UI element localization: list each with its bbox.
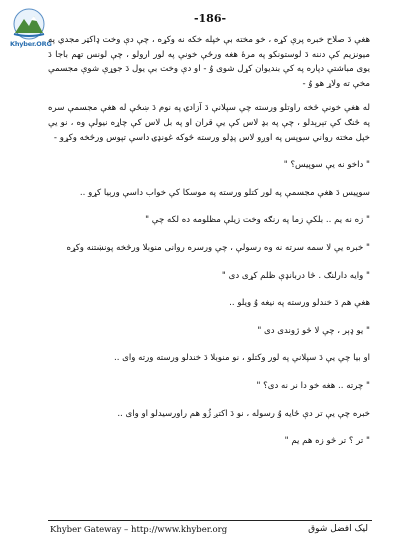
paragraph: سوپیس دَ هغې مجسمې په لور کتلو ورسته په موسکا کې خواب داسې ورېیا کړو .. (79, 187, 370, 198)
document-body (48, 33, 370, 449)
page-number: -186- (193, 12, 227, 25)
footer-author: لیک افضل شوق (308, 524, 368, 534)
logo-text: Khyber.ORG (10, 40, 52, 48)
dialogue-line: " داخو نه یې سوپیس؟ " (283, 160, 370, 171)
paragraph: له هغې خونې څخه راوتلو ورسته چې سپلانې دَ آزادۍ په نوم دَ ښځې له هغې مجسمې سره په څنګ کې تېرېدلو ، چې په بډ لاس کې یې قران او په بل لاس کې چاړه نیولې وه ، نو یې خپل مخته رواني سوپس په اوږو لاس پډلو ورسته څوکه غونډۍ داسې تپوس ورڅخه وکړو - (48, 103, 370, 143)
footer-divider (48, 520, 372, 521)
dialogue-line: " تر ؟ تر څو زه هم یم " (284, 436, 370, 447)
paragraph: خبره چې یې تر دې ځایه وُ رسوله ، نو دَ اکتږ ژُو هم راورسیدلو او وای .. (117, 408, 370, 419)
footer-website: Khyber Gateway – http://www.khyber.org (50, 525, 228, 535)
paragraph: هغې هم دَ خندلو ورسته په نیغه وُ ویلو .. (229, 298, 370, 309)
paragraph: او بیا چې یې دَ سپلانې په لور وکتلو ، نو منوبلا دَ خندلو ورسته ورته وای .. (113, 353, 370, 364)
dialogue-line: " چرته .. هغه خو دا نر نه دی؟ " (256, 380, 370, 391)
dialogue-line: " وایه دارلنګ . څا دربانډې ظلم کړی دی " (221, 270, 370, 281)
dialogue-line: " خبره یې لا سمه سرته نه وه رسولې ، چې ورسره روانی منوبلا ورڅخه پونښتنه وکړه (66, 242, 370, 253)
paragraph: هغې دَ صلاح خبره پرې کړه ، خو مخته بې خپله خکه نه وکړه ، چې دې وخت ډاکټر مجدي په میونزیم کې دننه دَ لوستونکو په مرۀ هغه ورځې خونې په لور ارولو ، چې لونس تهم باجا دَ یوی مباشتې دپاره په کې بندیوان کړل شوی وُ - او دې وخت بې یول دَ جوړې شوې مجسمې مخې ته ولاړ هو وُ - (48, 35, 370, 89)
dialogue-line: " یو ډېر ، چې لا څو ژوندی دی " (257, 325, 370, 336)
dialogue-line: " زه نه یم .. بلکې زما په رنګه وخت زیلې مظلومه ده لکه چې " (145, 215, 370, 226)
